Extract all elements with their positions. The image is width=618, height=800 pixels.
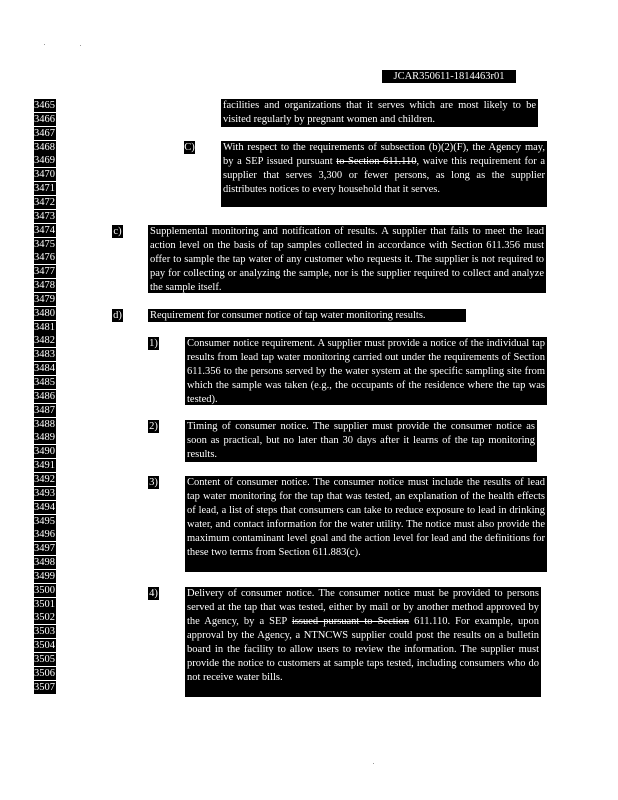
line-number: 3494 <box>34 501 55 513</box>
paragraph-marker: C) <box>184 142 195 153</box>
line-number: 3492 <box>34 473 55 485</box>
line-number: 3491 <box>34 460 55 472</box>
paragraph-marker: 1) <box>149 338 158 349</box>
paragraph-supplemental-monitoring: Supplemental monitoring and notification of results. A supplier that fails to meet the lead action level on the basis of tap samples collected in accordance with Section 611.356 must offer to sample the tap water of any customer who requests it. The supplier is not required to pay for collecting or analyzing the sample, nor is the supplier required to collect and analyze the sample itself. <box>150 226 544 293</box>
struck-text: issued pursuant to Section <box>291 616 410 627</box>
paragraph-marker: 3) <box>149 477 158 488</box>
line-number: 3482 <box>34 335 55 347</box>
line-number: 3488 <box>34 418 55 430</box>
line-number: 3484 <box>34 363 55 375</box>
line-number: 3495 <box>34 515 55 527</box>
line-number: 3490 <box>34 446 55 458</box>
line-number: 3467 <box>34 127 55 139</box>
line-number: 3500 <box>34 584 55 596</box>
line-number: 3498 <box>34 557 55 569</box>
line-number: 3502 <box>34 612 55 624</box>
paragraph-continuation: facilities and organizations that it serves which are most likely to be visited regularly by pregnant women and children. <box>223 100 536 125</box>
line-number: 3503 <box>34 626 55 638</box>
line-number: 3493 <box>34 487 55 499</box>
line-number: 3469 <box>34 155 55 167</box>
paragraph-waiver: With respect to the requirements of subsection (b)(2)(F), the Agency may, by a SEP issued pursuant to Section 611.110, waive this requirement for a supplier that serves 3,300 or fewer persons, as long as the supplier distributes notices to every household that it serves. <box>221 141 547 207</box>
struck-text: to Section 611.110 <box>336 156 417 167</box>
line-number: 3506 <box>34 667 55 679</box>
paragraph-marker: 4) <box>149 588 158 599</box>
paragraph-marker: d) <box>113 310 122 321</box>
line-number: 3505 <box>34 654 55 665</box>
line-number: 3478 <box>34 280 55 292</box>
line-number: 3477 <box>34 266 55 278</box>
line-number: 3474 <box>34 224 55 236</box>
line-number: 3486 <box>34 390 55 402</box>
line-number: 3489 <box>34 432 55 444</box>
line-number: 3485 <box>34 377 55 388</box>
line-number: 3472 <box>34 196 55 208</box>
paragraph-content-of-notice: Content of consumer notice. The consumer notice must include the results of lead tap water monitoring for the tap that was tested, an explanation of the health effects of lead, a list of steps that consumers can take to reduce exposure to lead in drinking water, and contact information for the water utility. The notice must also provide the maximum contaminant level goal and the action level for lead and the definitions for these two terms from Section 611.883(c). <box>185 476 547 572</box>
line-number: 3501 <box>34 598 55 610</box>
paragraph-timing-of-notice: Timing of consumer notice. The supplier must provide the consumer notice as soon as practical, but no later than 30 days after it learns of the tap monitoring results. <box>187 421 535 460</box>
line-number: 3476 <box>34 252 55 264</box>
paragraph-heading-consumer-notice: Requirement for consumer notice of tap water monitoring results. <box>148 309 466 322</box>
line-number: 3471 <box>34 183 55 195</box>
line-number: 3496 <box>34 529 55 541</box>
paragraph-marker: 2) <box>149 421 158 432</box>
scan-speck <box>373 763 374 764</box>
line-number: 3475 <box>34 238 55 250</box>
line-number: 3473 <box>34 210 55 222</box>
line-number: 3481 <box>34 321 55 333</box>
document-id-header: JCAR350611-1814463r01 <box>382 70 516 83</box>
line-number: 3466 <box>34 113 55 125</box>
paragraph-delivery-of-notice: Delivery of consumer notice. The consumer notice must be provided to persons served at the tap that was tested, either by mail or by another method approved by the Agency, by a SEP issued pursuant to Section 611.110. For example, upon approval by the Agency, a NTNCWS supplier could post the results on a bulletin board in the facility to allow users to review the information. The supplier must provide the notice to customers at sample taps tested, including consumers who do not receive water bills. <box>185 587 541 697</box>
paragraph-marker: c) <box>113 226 122 237</box>
line-number: 3507 <box>34 681 55 693</box>
line-number: 3504 <box>34 640 55 652</box>
line-number: 3470 <box>34 169 55 181</box>
scan-speck <box>80 45 81 46</box>
line-number: 3479 <box>34 293 55 305</box>
line-number: 3483 <box>34 349 55 361</box>
scan-speck <box>44 44 45 45</box>
line-number: 3468 <box>34 141 55 153</box>
line-number: 3499 <box>34 570 55 582</box>
line-number: 3487 <box>34 404 55 416</box>
line-number: 3480 <box>34 307 55 319</box>
paragraph-consumer-notice-requirement: Consumer notice requirement. A supplier must provide a notice of the individual tap results from lead tap water monitoring carried out under the requirements of Section 611.356 to the persons served by the water system at the specific sampling site from which the sample was taken (e.g., the occupants of the residence where the tap was tested). <box>187 338 545 405</box>
line-number: 3497 <box>34 543 55 555</box>
line-number: 3465 <box>34 100 55 111</box>
